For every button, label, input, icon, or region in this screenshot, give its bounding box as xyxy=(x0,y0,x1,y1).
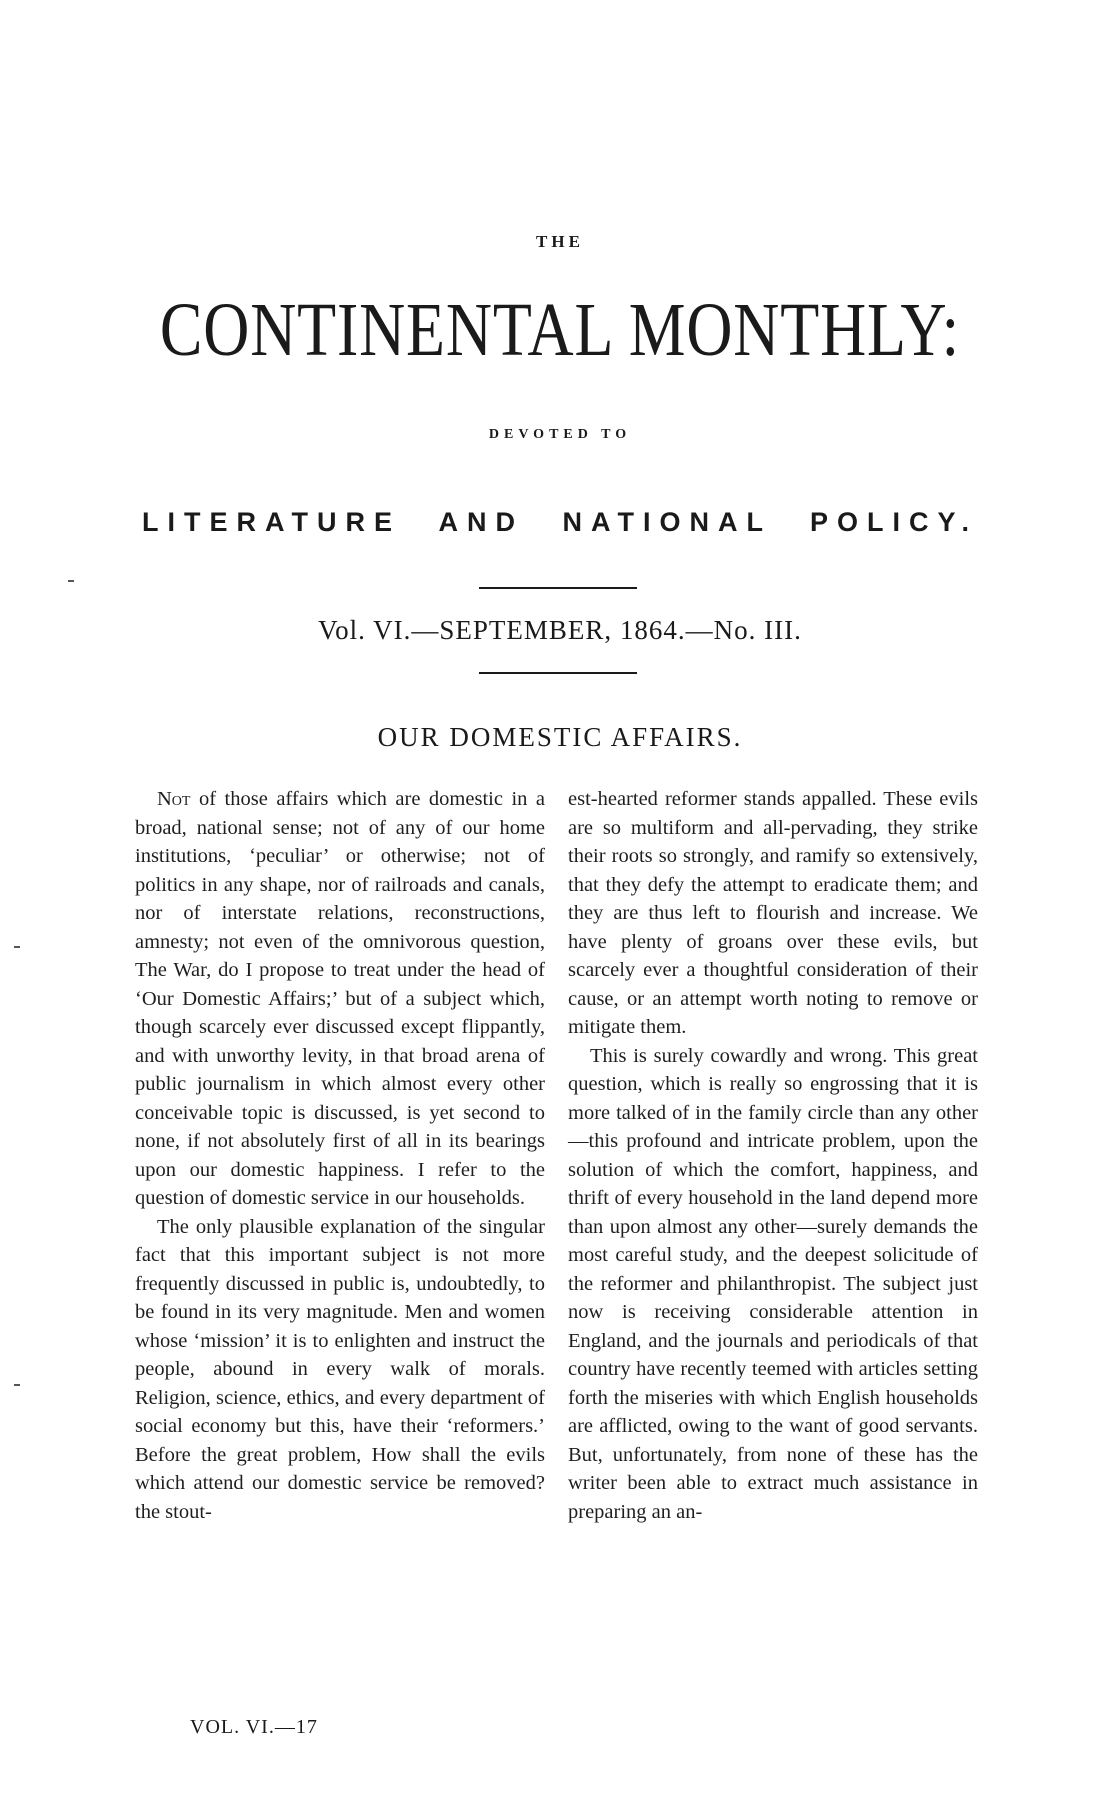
paragraph-3: This is surely cowardly and wrong. This great question, which is really so engrossing that it is more talked of in the family circle than any other—this profound and intricate problem, upon the solution of which the comfort, happiness, and thrift of every household in the land depend more than upon almost any other—surely demands the most careful study, and the deepest solicitude of the reformer and philanthropist. The subject just now is receiving considerable attention in England, and the journals and periodicals of that country have recently teemed with articles setting forth the miseries with which English households are afflicted, owing to the want of good servants. But, unfortunately, from none of these has the writer been able to extract much assistance in preparing an an- xyxy=(568,1044,978,1523)
page-folio: VOL. VI.—17 xyxy=(190,1716,318,1738)
bottom-rule xyxy=(479,672,637,674)
paragraph-2-continued: est-hearted reformer stands appalled. These evils are so multiform and all-pervading, they strike their roots so strongly, and ramify so extensively, that they defy the attempt to eradicate them; and they are thus left to flourish and increase. We have plenty of groans over these evils, but scarcely ever a thoughtful consideration of their cause, or an attempt worth noting to remove or mitigate them. xyxy=(568,788,978,1038)
paragraph-1-text: of those affairs which are domestic in a broad, national sense; not of any of our home institutions, ‘peculiar’ or otherwise; not of politics in any shape, nor of railroads and canals, nor of interstate relations, reconstructions, amnesty; not even of the omnivorous question, The War, do I propose to treat under the head of ‘Our Domestic Affairs;’ but of a subject which, though scarcely ever discussed except flippantly, and with unworthy levity, in that broad arena of public journalism in which almost every other conceivable topic is discussed, is yet second to none, if not absolutely first of all in its bearings upon our domestic happiness. I refer to the question of domestic service in our households. xyxy=(135,788,545,1209)
dropcap-word: Not xyxy=(157,788,191,810)
devoted-to-line: DEVOTED TO xyxy=(488,427,632,442)
article-title: OUR DOMESTIC AFFAIRS. xyxy=(377,722,743,752)
left-column xyxy=(135,785,545,1526)
paragraph-2: The only plausible explanation of the singular fact that this important subject is not more frequently discussed in public is, undoubtedly, to be found in its very magnitude. Men and women whose ‘mission’ it is to enlighten and instruct the people, abound in every walk of morals. Religion, science, ethics, and every department of social economy but this, have their ‘reformers.’ Before the great problem, How shall the evils which attend our domestic service be removed? the stout- xyxy=(135,1215,545,1523)
masthead-the: THE xyxy=(536,232,584,251)
magazine-title: CONTINENTAL MONTHLY: xyxy=(159,288,961,372)
margin-mark xyxy=(14,946,20,948)
right-column xyxy=(568,785,978,1526)
paragraph-1 xyxy=(135,785,545,1213)
margin-mark xyxy=(14,1384,20,1386)
volume-line: Vol. VI.—SEPTEMBER, 1864.—No. III. xyxy=(318,615,802,645)
margin-mark xyxy=(68,580,74,582)
top-rule xyxy=(479,587,637,589)
magazine-subtitle: LITERATURE AND NATIONAL POLICY. xyxy=(142,507,978,537)
